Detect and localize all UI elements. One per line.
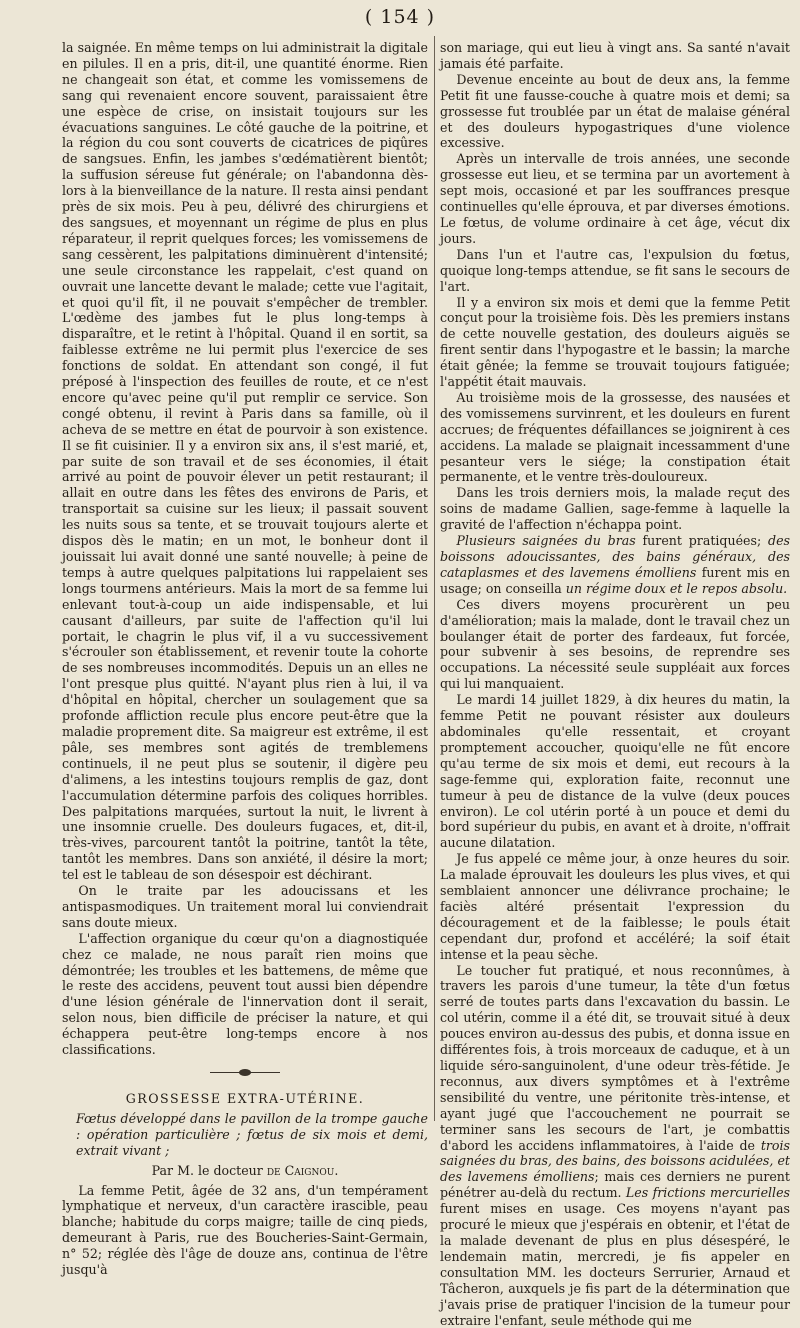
article-subtitle: Fœtus développé dans le pavillon de la trompe gauche : opération particulière ; fœtus de six mois et demi, extrait vivant ; [76, 1110, 428, 1158]
paragraph: la saignée. En même temps on lui administrait la digitale en pilules. Il en a pris, dit-il, une quantité énorme. Rien ne changeait son état, et comme les vomissemens de sang qui revenaient encore souvent, paraissaient être une espèce de crise, on insistait toujours sur les évacuations sanguines. Le côté gauche de la poitrine, et la région du cou sont couverts de cicatrices de piqûres de sangsues. Enfin, les jambes s'œdématièrent bientôt; la suffusion séreuse fut générale; on l'abandonna dès-lors à la bienveillance de la nature. Il resta ainsi pendant près de six mois. Peu à peu, délivré des chirurgiens et des sangsues, et moyennant un régime de plus en plus réparateur, il reprit quelques forces; les vomissemens de sang cessèrent, les palpitations diminuèrent d'intensité; une seule circonstance les rappelait, c'est quand on ouvrait une lancette devant le malade; cette vue l'agitait, et quoi qu'il fît, il ne pouvait s'empêcher de trembler. L'œdème des jambes fut le plus long-temps à disparaître, et le retint à l'hôpital. Quand il en sortit, sa faiblesse extrême ne lui permit plus l'exercice de ses fonctions de soldat. En attendant son congé, il fut préposé à l'inspection des feuilles de route, et ce n'est encore qu'avec peine qu'il put remplir ce service. Son congé obtenu, il revint à Paris dans sa famille, où il acheva de se mettre en état de pourvoir à son existence. Il se fit cuisinier. Il y a environ six ans, il s'est marié, et, par suite de son travail et de ses économies, il était arrivé au point de pouvoir élever un petit restaurant; il allait en outre dans les fêtes des environs de Paris, et transportait sa cuisine sur les lieux; il passait souvent les nuits sous sa tente, et se trouvait toujours alerte et dispos dès le matin; en un mot, le bonheur dont il jouissait lui avait donné une santé nouvelle; à peine de temps à autre quelques palpitations lui rappelaient ses longs tourmens antérieurs. Mais la mort de sa femme lui enlevant tout-à-coup un aide indispensable, et lui causant d'ailleurs, par suite de l'affection qu'il lui portait, le chagrin le plus vif, il a vu successivement s'écrouler son établissement, et revenir toute la cohorte de ses nombreuses incommodités. Depuis un an elles ne l'ont presque plus quitté. N'ayant plus rien à lui, il va d'hôpital en hôpital, chercher un soulagement que sa profonde affliction recule plus encore peut-être que la maladie proprement dite. Sa maigreur est extrême, il est pâle, ses membres sont agités de tremblemens continuels, il ne peut plus se soutenir, il digère peu d'alimens, a les intestins toujours remplis de gaz, dont l'accumulation détermine parfois des coliques horribles. Des palpitations marquées, surtout la nuit, le livrent à une insomnie cruelle. Des douleurs fugaces, et, dit-il, très-vives, parcourent tantôt la poitrine, tantôt la tête, tantôt les membres. Dans son anxiété, il désire la mort; tel est le tableau de son désespoir est déchirant. [62, 40, 428, 883]
paragraph: son mariage, qui eut lieu à vingt ans. Sa santé n'avait jamais été parfaite. [440, 40, 790, 71]
italic-text: un régime doux et le repos absolu. [565, 580, 788, 596]
right-column [440, 40, 790, 1328]
paragraph: Le mardi 14 juillet 1829, à dix heures du matin, la femme Petit ne pouvant résister aux douleurs abdominales qu'elle ressentait, et croyant promptement accoucher, quoiqu'elle ne fût encore qu'au terme de six mois et demi, eut recours à la sage-femme qui, exploration faite, reconnut une tumeur à peu de distance de la vulve (deux pouces environ). Le col utérin porté à un pouce et demi du bord supérieur du pubis, en avant et à droite, n'offrait aucune dilatation. [440, 692, 790, 851]
paragraph: Je fus appelé ce même jour, à onze heures du soir. La malade éprouvait les douleurs les plus vives, et qui semblaient annoncer une délivrance prochaine; le faciès altéré présentait l'expression du découragement et de la faiblesse; le pouls était cependant dur, profond et accéléré; la soif était intense et la peau sèche. [440, 851, 790, 962]
italic-text: des boissons adoucissantes, des bains généraux, des cataplasmes et des lavemens émolliens [440, 533, 790, 580]
paragraph [440, 533, 790, 597]
paragraph: On le traite par les adoucissans et les antispasmodiques. Un traitement moral lui conviendrait sans doute mieux. [62, 883, 428, 930]
italic-text: Plusieurs saignées du bras [456, 533, 636, 549]
text: furent mises en usage. Ces moyens n'ayant pas procuré le mieux que j'espérais en obtenir, et l'état de la malade devenant de plus en plus désespéré, le lendemain matin, mercredi, je fis appeler en consultation MM. les docteurs Serrurier, Arnaud et Tâcheron, auxquels je fis part de la détermination que j'avais prise de pratiquer l'incision de la tumeur pour extraire l'enfant, seule méthode qui me [440, 1201, 790, 1328]
article-title: GROSSESSE EXTRA-UTÉRINE. [125, 1091, 365, 1106]
paragraph [440, 963, 790, 1328]
text: furent pratiquées; [635, 533, 769, 549]
italic-text: trois saignées du bras, des bains, des boissons acidulées, et des lavemens émolliens [440, 1137, 790, 1185]
page-number: ( 154 ) [364, 6, 436, 28]
article-author [62, 1163, 428, 1179]
paragraph: Après un intervalle de trois années, une seconde grossesse eut lieu, et se termina par un avortement à sept mois, occasioné et par les souffrances presque continuelles qu'elle éprouva, et par diverses émotions. Le fœtus, de volume ordinaire à cet âge, vécut dix jours. [440, 151, 790, 246]
paragraph: La femme Petit, âgée de 32 ans, d'un tempérament lymphatique et nerveux, d'un caractère irascible, peau blanche; habitude du corps maigre; taille de cinq pieds, demeurant à Paris, rue des Boucheries-Saint-Germain, n° 52; réglée dès l'âge de douze ans, continua de l'être jusqu'à [62, 1182, 428, 1278]
paragraph: Devenue enceinte au bout de deux ans, la femme Petit fit une fausse-couche à quatre mois et demi; sa grossesse fut troublée par un état de malaise général et des douleurs hypogastriques d'une violence excessive. [440, 71, 790, 151]
paragraph: Ces divers moyens procurèrent un peu d'amélioration; mais la malade, dont le travail chez un boulanger était de porter des fardeaux, fut forcée, pour subvenir à ses besoins, de reprendre ses occupations. La nécessité seule suppléait aux forces qui lui manquaient. [440, 596, 790, 692]
paragraph: L'affection organique du cœur qu'on a diagnostiquée chez ce malade, ne nous paraît rien moins que démontrée; les troubles et les battemens, de même que le reste des accidens, peuvent tout aussi bien dépendre d'une lésion générale de l'innervation dont il serait, selon nous, bien difficile de préciser la nature, et qui échappera peut-être long-temps encore à nos classifications. [62, 930, 428, 1058]
text: ; mais ces derniers ne purent pénétrer au-delà du rectum. [440, 1169, 790, 1201]
italic-text: Les frictions mercurielles [625, 1185, 791, 1201]
paragraph: Au troisième mois de la grossesse, des nausées et des vomissemens survinrent, et les douleurs en furent accrues; de fréquentes défaillances se joignirent à ces accidens. La malade se plaignait incessamment d'une pesanteur vers le siége; la constipation était permanente, et le ventre très-douloureux. [440, 389, 790, 485]
author-prefix: Par M. le docteur [151, 1162, 263, 1178]
paragraph: Dans l'un et l'autre cas, l'expulsion du fœtus, quoique long-temps attendue, se fit sans le secours de l'art. [440, 246, 790, 294]
left-column [62, 40, 428, 1278]
text: furent mis en usage; on conseilla [440, 564, 790, 596]
paragraph: Il y a environ six mois et demi que la femme Petit conçut pour la troisième fois. Dès les premiers instans de cette nouvelle gestation, des douleurs aiguës se firent sentir dans l'hypogastre et le bassin; la marche était gênée; la femme se trouvait toujours fatiguée; l'appétit était mauvais. [440, 294, 790, 390]
text: Le toucher fut pratiqué, et nous reconnûmes, à travers les parois d'une tumeur, la tête d'un fœtus serré de toutes parts dans l'excavation du bassin. Le col utérin, comme il a été dit, se trouvait situé à deux pouces environ au-dessus des pubis, et donna issue en différentes fois, à trois morceaux de caduque, et à un liquide séro-sanguinolent, d'une odeur très-fétide. Je reconnus, aux divers symptômes et à l'extrême sensibilité du ventre, une péritonite très-intense, et ayant jugé que l'accouchement ne pourrait se terminer sans les secours de l'art, je combattis d'abord les accidens inflammatoires, à l'aide de [440, 962, 790, 1153]
paragraph: Dans les trois derniers mois, la malade reçut des soins de madame Gallien, sage-femme à laquelle la gravité de l'affection n'échappa point. [440, 485, 790, 533]
author-name: de Caignou. [266, 1162, 339, 1178]
section-separator-ornament [210, 1068, 280, 1077]
